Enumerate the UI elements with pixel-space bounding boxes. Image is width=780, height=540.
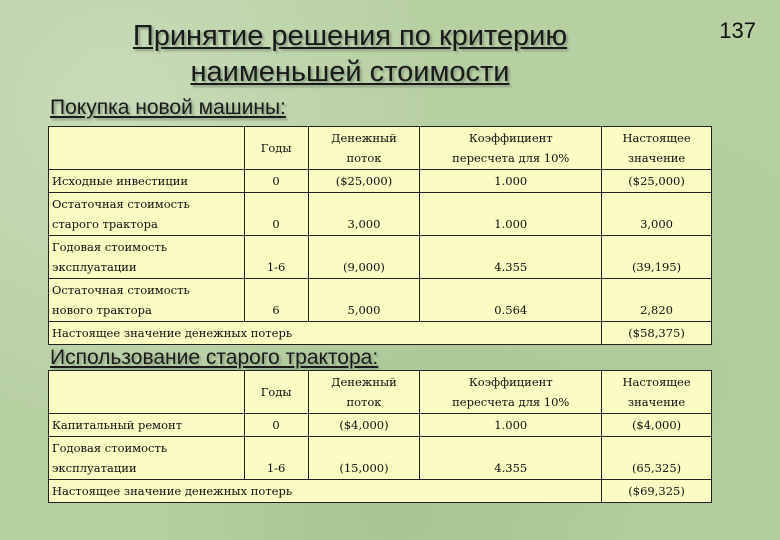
total-present-value: ($69,325) (602, 480, 712, 503)
header-row (49, 127, 712, 170)
header-coefficient-line2: пересчета для 10% (452, 395, 570, 409)
row-cash-flow: (15,000) (308, 437, 420, 480)
row-present-value: (39,195) (602, 236, 712, 279)
title-line-1: Принятие решения по критерию (132, 20, 568, 52)
row-label-line1: Остаточная стоимость (52, 283, 190, 297)
table-row (49, 193, 712, 236)
header-present-value (602, 127, 712, 170)
row-label (49, 437, 245, 480)
new-machine-table (48, 126, 712, 345)
header-coefficient (420, 371, 602, 414)
row-label: Капитальный ремонт (49, 414, 245, 437)
header-coefficient-line2: пересчета для 10% (452, 151, 570, 165)
header-present-value-line1: Настоящее (622, 131, 691, 145)
row-label-line2: эксплуатации (52, 260, 137, 274)
header-years: Годы (244, 127, 308, 170)
row-cash-flow: ($25,000) (308, 170, 420, 193)
row-years: 1-6 (244, 437, 308, 480)
row-label-line2: нового трактора (52, 303, 152, 317)
header-present-value-line1: Настоящее (622, 375, 691, 389)
header-coefficient (420, 127, 602, 170)
row-cash-flow: 3,000 (308, 193, 420, 236)
header-cash-flow-line2: поток (346, 151, 382, 165)
row-present-value: 2,820 (602, 279, 712, 322)
section-heading-old-tractor: Использование старого трактора: (50, 346, 379, 369)
row-cash-flow: (9,000) (308, 236, 420, 279)
row-present-value: (65,325) (602, 437, 712, 480)
row-coefficient: 4.355 (420, 437, 602, 480)
header-cash-flow (308, 127, 420, 170)
header-present-value-line2: значение (627, 151, 686, 165)
header-present-value (602, 371, 712, 414)
header-blank (49, 127, 245, 170)
row-years: 6 (244, 279, 308, 322)
row-label-line1: Годовая стоимость (52, 441, 168, 455)
row-label (49, 279, 245, 322)
row-label-line1: Остаточная стоимость (52, 197, 190, 211)
table-row (49, 170, 712, 193)
total-label: Настоящее значение денежных потерь (49, 480, 602, 503)
header-present-value-line2: значение (627, 395, 686, 409)
row-years: 1-6 (244, 236, 308, 279)
header-coefficient-line1: Коэффициент (468, 131, 553, 145)
row-label-line1: Годовая стоимость (52, 240, 168, 254)
row-label-line2: эксплуатации (52, 461, 137, 475)
total-row (49, 480, 712, 503)
row-label: Исходные инвестиции (49, 170, 245, 193)
table-row (49, 279, 712, 322)
total-row (49, 322, 712, 345)
row-coefficient: 1.000 (420, 414, 602, 437)
table-row (49, 414, 712, 437)
header-coefficient-line1: Коэффициент (468, 375, 553, 389)
row-coefficient: 1.000 (420, 193, 602, 236)
row-present-value: 3,000 (602, 193, 712, 236)
row-cash-flow: ($4,000) (308, 414, 420, 437)
row-years: 0 (244, 414, 308, 437)
row-coefficient: 1.000 (420, 170, 602, 193)
row-present-value: ($25,000) (602, 170, 712, 193)
header-years: Годы (244, 371, 308, 414)
section-heading-new-machine: Покупка новой машины: (50, 96, 286, 119)
row-coefficient: 0.564 (420, 279, 602, 322)
row-label-line2: старого трактора (52, 217, 158, 231)
title-line-2: наименьшей стоимости (190, 56, 510, 88)
row-label (49, 236, 245, 279)
total-present-value: ($58,375) (602, 322, 712, 345)
header-cash-flow-line1: Денежный (331, 131, 397, 145)
header-cash-flow-line2: поток (346, 395, 382, 409)
row-coefficient: 4.355 (420, 236, 602, 279)
row-years: 0 (244, 170, 308, 193)
row-years: 0 (244, 193, 308, 236)
table-row (49, 236, 712, 279)
header-blank (49, 371, 245, 414)
old-tractor-table (48, 370, 712, 503)
page-number: 137 (719, 18, 756, 43)
row-label (49, 193, 245, 236)
table-row (49, 437, 712, 480)
total-label: Настоящее значение денежных потерь (49, 322, 602, 345)
header-row (49, 371, 712, 414)
header-cash-flow (308, 371, 420, 414)
page-title (60, 18, 640, 90)
row-present-value: ($4,000) (602, 414, 712, 437)
header-cash-flow-line1: Денежный (331, 375, 397, 389)
row-cash-flow: 5,000 (308, 279, 420, 322)
